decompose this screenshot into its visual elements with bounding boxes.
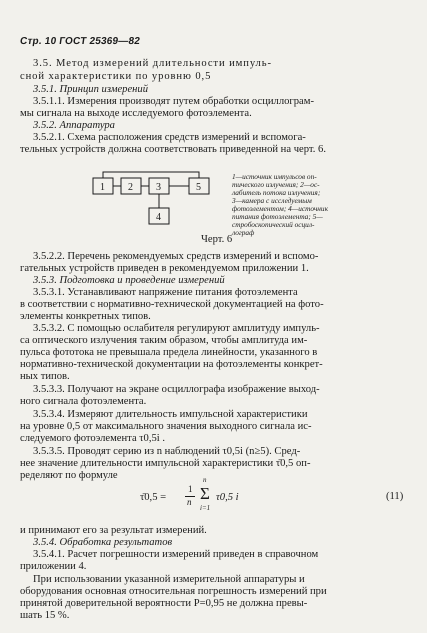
para-3-5-3-2-line-3: пульса фототока не превышала предела линейности, указанного в [20,347,318,358]
formula-lhs: τ̄0,5 = [140,492,167,503]
para-3-5-3-5-line-2: нее значение длительности импульсной характеристики τ̄0,5 оп- [20,458,311,469]
formula-frac-num: 1 [188,484,193,494]
para-3-5-3-2-line-5: ных типов. [20,371,70,382]
para-3-5-3-1-line-3: элементы конкретных типов. [20,311,151,322]
subsection-3-5-2: 3.5.2. Аппаратура [33,120,115,131]
para-3-5-3-2-line-2: са оптического излучения таким образом, чтобы амплитуда им- [20,335,308,346]
subsection-3-5-3: 3.5.3. Подготовка и проведение измерений [33,275,225,286]
para-3-5-3-5-line-3: ределяют по формуле [20,470,118,481]
block-1-label: 1 [100,182,105,193]
block-4-label: 4 [156,212,161,223]
formula-number: (11) [386,491,404,502]
para-3-5-3-2-line-4: нормативно-технической документации на фотоэлементы конкрет- [20,359,323,370]
subsection-3-5-4: 3.5.4. Обработка результатов [33,537,173,548]
final-para-line-2: оборудования основная относительная погрешность измерений при [20,586,327,597]
para-3-5-2-2-line-1: 3.5.2.2. Перечень рекомендуемых средств измерений и вспомо- [33,251,319,262]
final-para-line-1: При использовании указанной измерительной аппаратуры и [33,574,305,585]
section-title-line-1: 3.5. Метод измерений длительности импуль- [33,58,272,69]
para-3-5-4-1-line-2: приложении 4. [20,561,87,572]
formula-11 [140,476,290,522]
para-3-5-3-3-line-1: 3.5.3.3. Получают на экране осциллографа изображение выход- [33,384,320,395]
after-formula-text: и принимают его за результат измерений. [20,525,207,536]
block-diagram [85,170,225,230]
para-3-5-3-1-line-1: 3.5.3.1. Устанавливают напряжение питания фотоэлемента [33,287,298,298]
block-3-label: 3 [156,182,161,193]
legend-line-1: 1—источник импульсов оп- [232,172,317,181]
formula-sum-top: n [203,476,207,484]
para-3-5-2-2-line-2: гательных устройств приведен в рекомендуемом приложении 1. [20,263,309,274]
legend-line-5: фотоэлементом; 4—источник [232,204,328,213]
para-3-5-2-1-line-1: 3.5.2.1. Схема расположения средств измерений и вспомога- [33,132,306,143]
block-5-label: 5 [196,182,201,193]
legend-line-3: лабитель потока излучения; [232,188,321,197]
para-3-5-1-1-line-2: мы сигнала на выходе исследуемого фотоэлемента. [20,108,252,119]
para-3-5-3-1-line-2: в соответствии с нормативно-технической документацией на фото- [20,299,324,310]
legend-line-8: лограф [232,228,255,237]
legend-line-7: стробоскопический осцил- [232,220,315,229]
para-3-5-3-4-line-1: 3.5.3.4. Измеряют длительность импульсной характеристики [33,409,308,420]
para-3-5-3-4-line-2: на уровне 0,5 от максимального значения выходного сигнала ис- [20,421,312,432]
para-3-5-3-4-line-3: следуемого фотоэлемента τ0,5i . [20,433,166,444]
subsection-3-5-1: 3.5.1. Принцип измерений [33,84,148,95]
section-title-line-2: сной характеристики по уровню 0,5 [20,71,212,82]
legend-line-4: 3—камера с исследуемым [232,196,312,205]
formula-frac-den: n [187,497,192,507]
para-3-5-1-1-line-1: 3.5.1.1. Измерения производят путем обработки осциллограм- [33,96,314,107]
para-3-5-4-1-line-1: 3.5.4.1. Расчет погрешности измерений приведен в справочном [33,549,319,560]
final-para-line-4: шать 15 %. [20,610,70,621]
formula-sigma: Σ [200,484,210,503]
final-para-line-3: принятой доверительной вероятности P=0,95 не должна превы- [20,598,308,609]
para-3-5-3-2-line-1: 3.5.3.2. С помощью ослабителя регулируют амплитуду импуль- [33,323,320,334]
formula-sum-bottom: i=1 [200,504,211,512]
connector-1-5 [103,172,199,178]
formula-term: τ0,5 i [216,492,239,503]
page-header: Стр. 10 ГОСТ 25369—82 [19,36,141,47]
figure-caption: Черт. 6 [201,234,233,245]
legend-line-2: тического излучения; 2—ос- [232,180,320,189]
legend-line-6: питания фотоэлемента; 5— [232,212,323,221]
para-3-5-2-1-line-2: тельных устройств должна соответствовать приведенной на черт. 6. [20,144,326,155]
para-3-5-3-5-line-1: 3.5.3.5. Проводят серию из n наблюдений τ0,5i (n≥5). Сред- [33,446,301,457]
para-3-5-3-3-line-2: ного сигнала фотоэлемента. [20,396,147,407]
block-2-label: 2 [128,182,133,193]
